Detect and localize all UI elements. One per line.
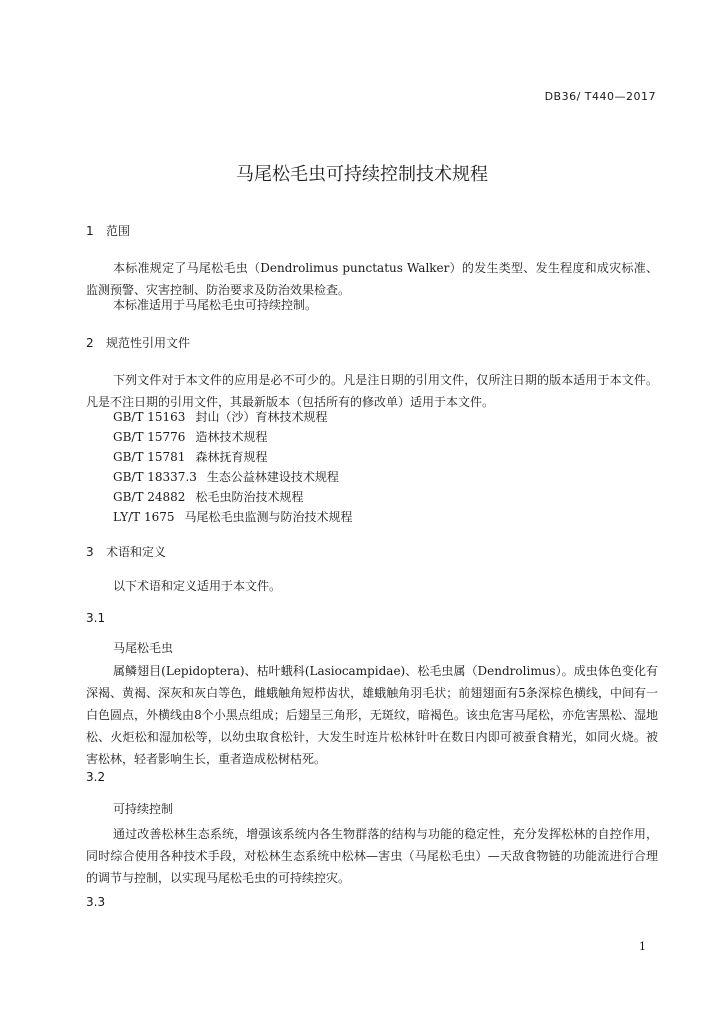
term-3-2-definition: 通过改善松林生态系统，增强该系统内各生物群落的结构与功能的稳定性，充分发挥松林的自控作用，同时综合使用各种技术手段，对松林生态系统中松林—害虫（马尾松毛虫）—天敌食物链的功能流进行合理的调节与控制，以实现马尾松毛虫的可持续控灾。 — [86, 827, 658, 885]
section-title: 规范性引用文件 — [106, 336, 191, 350]
section-title: 范围 — [106, 224, 131, 238]
term-3-2-number: 3.2 — [86, 770, 106, 784]
reference-item: GB/T 15781 森林抚育规程 — [113, 450, 268, 464]
section-number: 2 — [86, 336, 94, 350]
section-3-paragraph-1: 以下术语和定义适用于本文件。 — [113, 579, 282, 593]
reference-item: GB/T 24882 松毛虫防治技术规程 — [113, 490, 304, 504]
section-number: 3 — [86, 545, 94, 559]
section-3-heading — [86, 543, 166, 560]
document-code: DB36/ T440—2017 — [544, 90, 656, 103]
term-3-2-title: 可持续控制 — [113, 802, 174, 816]
section-2-heading — [86, 334, 190, 351]
section-1-paragraph-2: 本标准适用于马尾松毛虫可持续控制。 — [113, 298, 318, 312]
section-2-paragraph-1: 下列文件对于本文件的应用是必不可少的。凡是注日期的引用文件，仅所注日期的版本适用于本文件。凡是不注日期的引用文件，其最新版本（包括所有的修改单）适用于本文件。 — [86, 373, 658, 409]
reference-item: LY/T 1675 马尾松毛虫监测与防治技术规程 — [113, 510, 353, 524]
page-number: 1 — [639, 940, 646, 953]
section-1-paragraph-1: 本标准规定了马尾松毛虫（Dendrolimus punctatus Walker）的发生类型、发生程度和成灾标准、监测预警、灾害控制、防治要求及防治效果检查。 — [86, 261, 658, 297]
section-1-heading — [86, 222, 130, 239]
term-3-3-number: 3.3 — [86, 895, 106, 909]
term-3-1-number: 3.1 — [86, 611, 106, 625]
section-title: 术语和定义 — [106, 545, 167, 559]
document-title: 马尾松毛虫可持续控制技术规程 — [236, 164, 488, 185]
term-3-1-definition: 属鳞翅目(Lepidoptera)、枯叶蛾科(Lasiocampidae)、松毛虫属（Dendrolimus）。成虫体色变化有深褐、黄褐、深灰和灰白等色，雌蛾触角短栉齿状，雄蛾触角羽毛状；前翅翅面有5条深棕色横线，中间有一白色圆点，外横线由8个小黑点组成；后翅呈三角形，无斑纹，暗褐色。该虫危害马尾松，亦危害黑松、湿地松、火炬松和湿加松等，以幼虫取食松针，大发生时连片松林针叶在数日内即可被蚕食精光，如同火烧。被害松林，轻者影响生长，重者造成松树枯死。 — [86, 664, 658, 766]
reference-item: GB/T 15163 封山（沙）育林技术规程 — [113, 410, 328, 424]
reference-item: GB/T 15776 造林技术规程 — [113, 430, 268, 444]
term-3-1-title: 马尾松毛虫 — [113, 641, 174, 655]
reference-item: GB/T 18337.3 生态公益林建设技术规程 — [113, 470, 339, 484]
section-number: 1 — [86, 224, 94, 238]
